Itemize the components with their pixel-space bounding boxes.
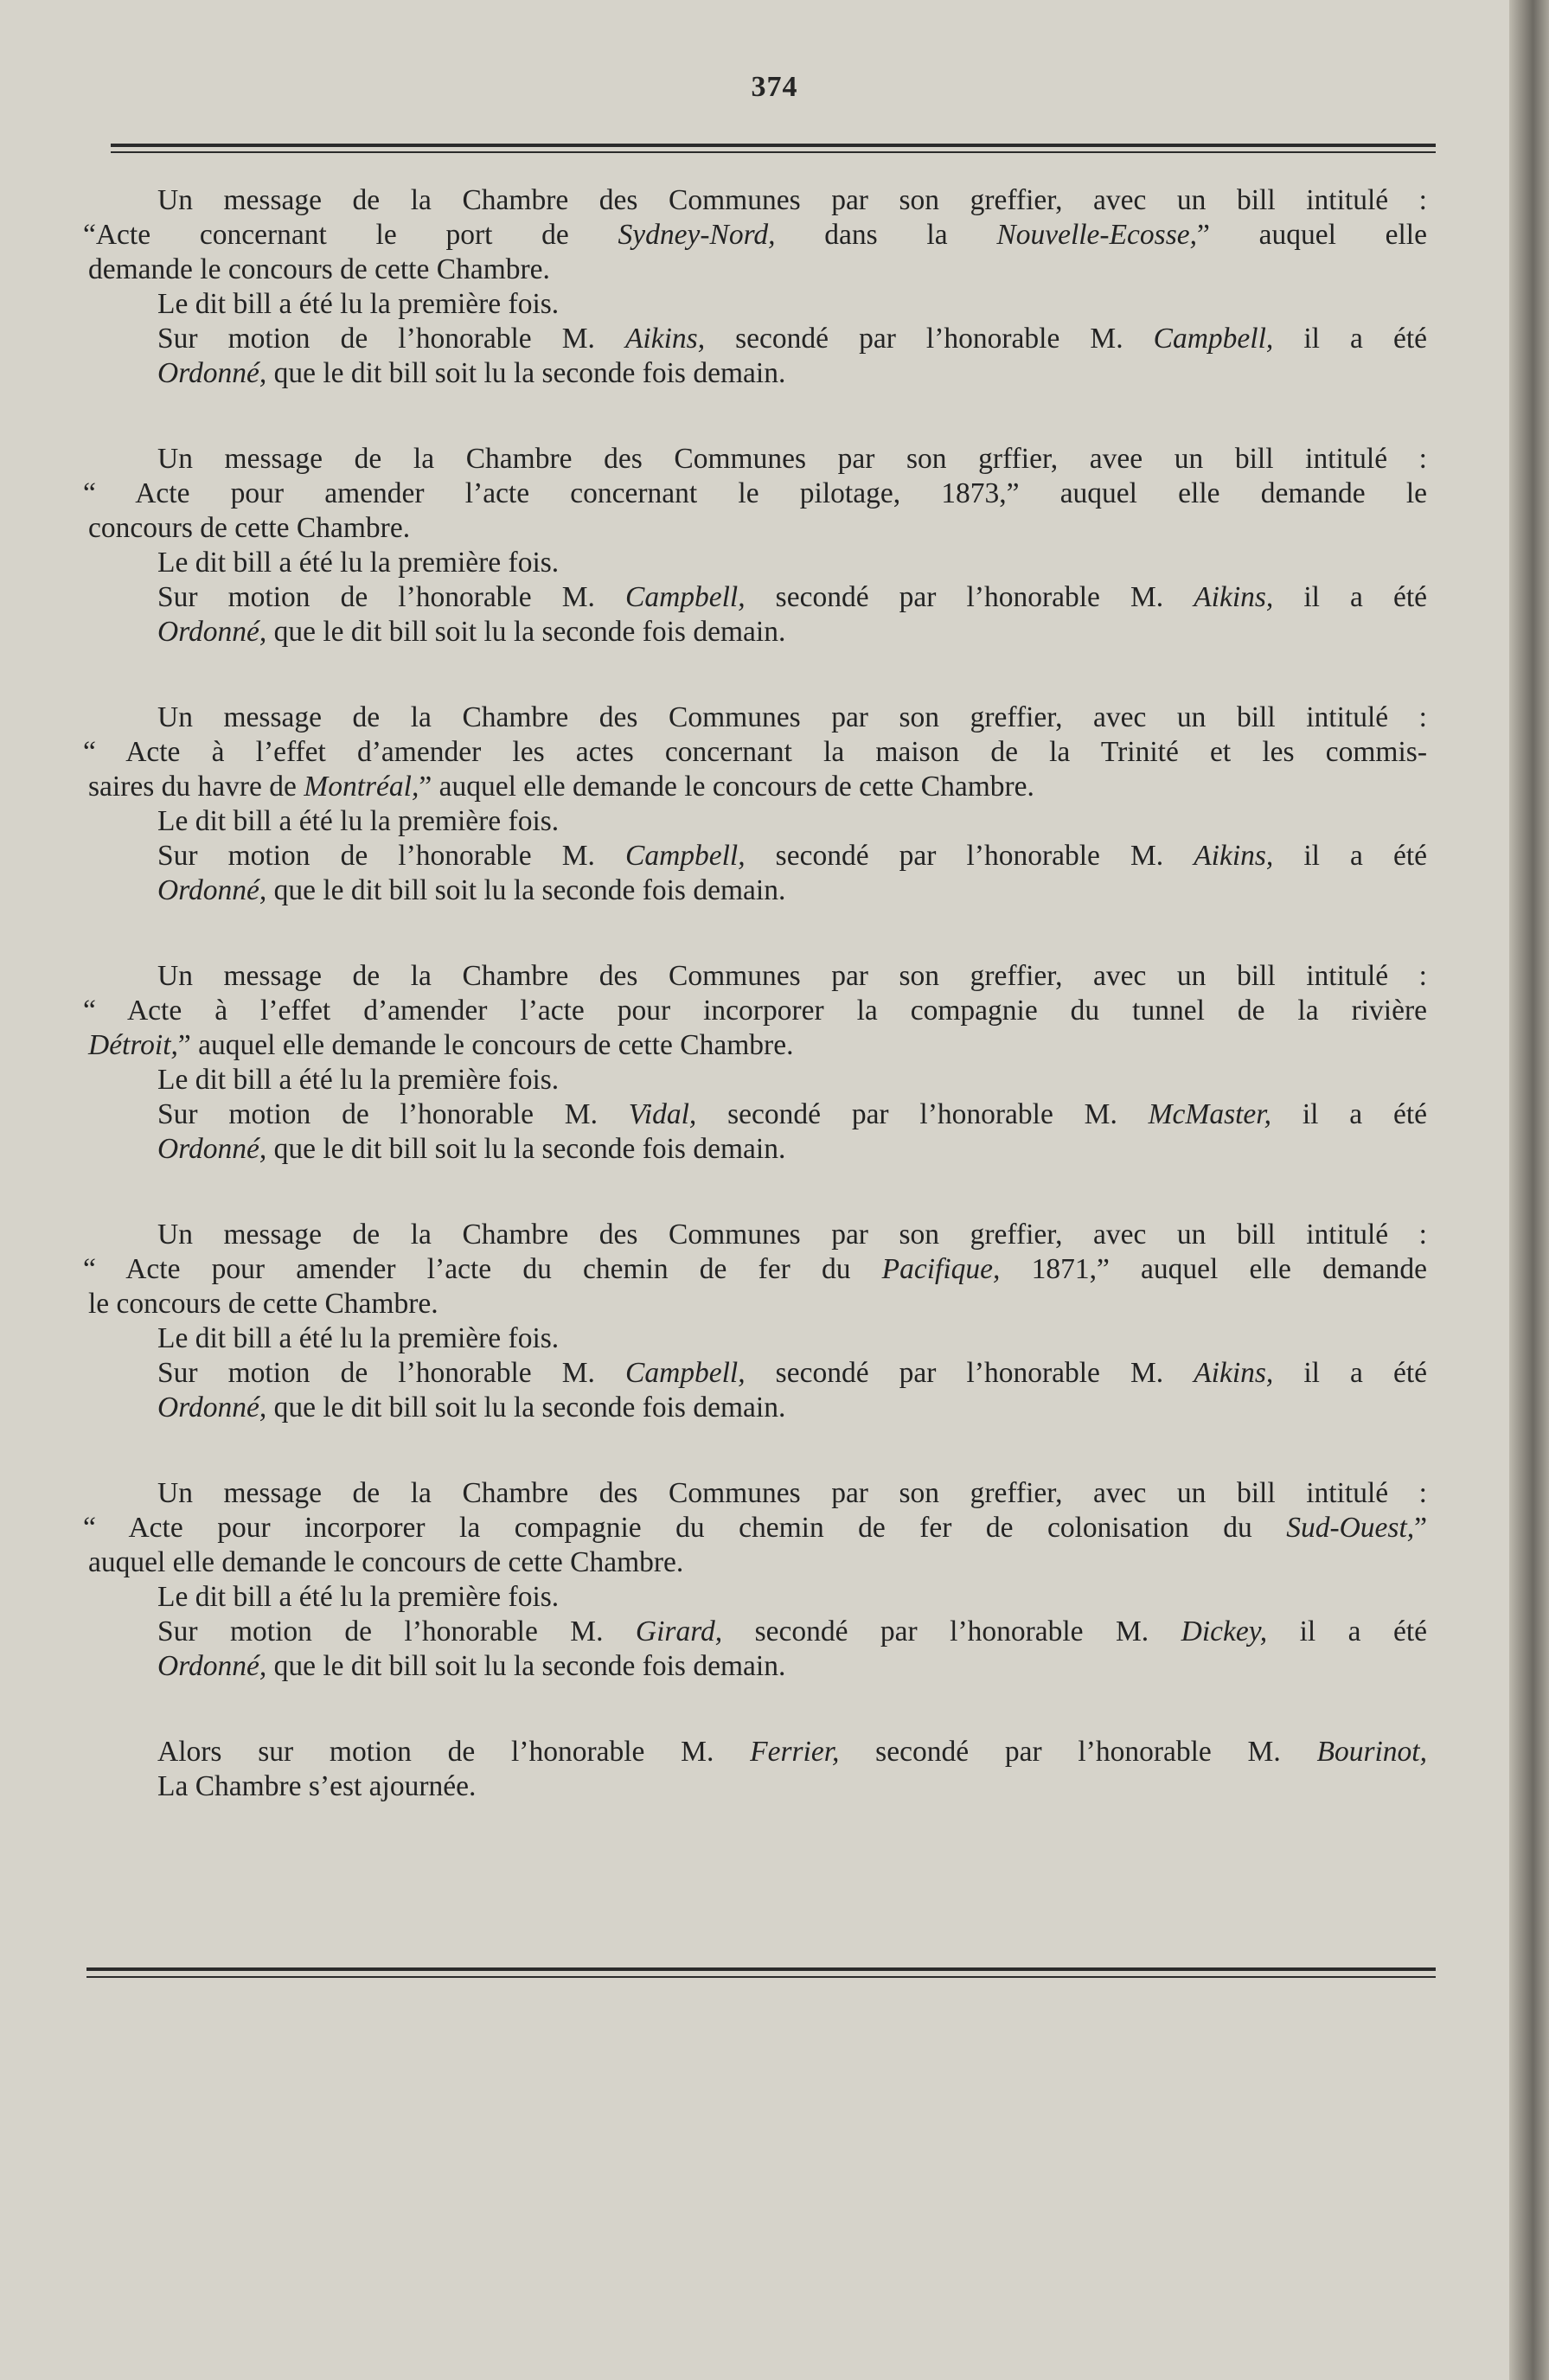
entry-line	[88, 1287, 1427, 1321]
italic-name: Sud-Ouest,	[1286, 1512, 1415, 1544]
italic-name: Ordonné,	[157, 1650, 267, 1682]
text-run: secondé par l’honorable M.	[745, 840, 1194, 872]
entry-line	[88, 580, 1427, 615]
italic-name: Campbell,	[624, 1357, 746, 1389]
italic-name: Ordonné,	[157, 1133, 267, 1165]
text-run: il a été	[1273, 323, 1428, 355]
entry-line	[88, 1097, 1427, 1132]
text-run: “ Acte pour amender l’acte du chemin de fer du	[83, 1253, 882, 1285]
text-run: Sur motion de l’honorable M.	[157, 323, 625, 355]
text-run: il a été	[1271, 1098, 1428, 1130]
text-run: secondé par l’honorable M.	[745, 581, 1194, 613]
entry-line	[88, 839, 1427, 873]
entry-line	[88, 770, 1427, 804]
entry-line	[88, 287, 1427, 322]
entry-line	[88, 873, 1427, 908]
text-run: Le dit bill a été lu la première fois.	[157, 805, 560, 837]
bill-message-entry	[83, 959, 1428, 1167]
italic-name: Vidal,	[628, 1098, 697, 1130]
entry-line	[88, 1391, 1427, 1425]
text-run: que le dit bill soit lu la seconde fois demain.	[266, 357, 786, 389]
text-run: “ Acte à l’effet d’amender les actes concernant la maison de la Trinité et les commis-	[83, 736, 1427, 768]
entry-line	[88, 1649, 1427, 1684]
entry-line	[88, 1580, 1427, 1615]
entry-line	[88, 1615, 1427, 1649]
text-run: que le dit bill soit lu la seconde fois demain.	[266, 1392, 786, 1424]
footer-rule-thick	[86, 1967, 1436, 1971]
text-run: ” auquel elle	[1196, 219, 1427, 251]
entry-line	[88, 1321, 1427, 1356]
text-run: Le dit bill a été lu la première fois.	[157, 1322, 560, 1354]
text-run: secondé par l’honorable M.	[705, 323, 1154, 355]
italic-name: Pacifique,	[881, 1253, 1001, 1285]
entry-line	[88, 1028, 1427, 1063]
bill-message-entry	[83, 442, 1428, 649]
italic-name: Bourinot,	[1316, 1736, 1427, 1768]
text-run: dans la	[775, 219, 997, 251]
text-run: il a été	[1273, 840, 1428, 872]
entry-line	[83, 1511, 1427, 1545]
italic-name: Campbell,	[1153, 323, 1274, 355]
text-run: il a été	[1273, 581, 1428, 613]
entry-line	[88, 701, 1427, 735]
text-run: Un message de la Chambre des Communes par son greffier, avec un bill intitulé :	[157, 701, 1427, 733]
text-run: ” auquel elle demande le concours de cette Chambre.	[177, 1029, 794, 1061]
entry-line	[88, 1735, 1427, 1769]
text-run: que le dit bill soit lu la seconde fois demain.	[266, 616, 786, 648]
entry-line	[88, 1132, 1427, 1167]
entry-line	[83, 218, 1427, 253]
text-run: “Acte concernant le port de	[83, 219, 618, 251]
text-run: que le dit bill soit lu la seconde fois demain.	[266, 1133, 786, 1165]
text-run: Sur motion de l’honorable M.	[157, 1098, 629, 1130]
text-run: concours de cette Chambre.	[88, 512, 411, 544]
text-run: ”	[1414, 1512, 1427, 1544]
italic-name: Aikins,	[1194, 1357, 1274, 1389]
bill-message-entry	[83, 701, 1428, 908]
text-run: Un message de la Chambre des Communes par son grffier, avee un bill intitulé :	[157, 443, 1427, 475]
adjournment-entry	[88, 1735, 1427, 1804]
text-run: “ Acte à l’effet d’amender l’acte pour incorporer la compagnie du tunnel de la rivière	[83, 995, 1427, 1027]
italic-name: Ferrier,	[750, 1736, 840, 1768]
text-run: auquel elle demande le concours de cette Chambre.	[88, 1546, 684, 1578]
entry-line	[88, 442, 1427, 477]
book-binding-edge	[1509, 0, 1549, 2380]
italic-name: Ordonné,	[157, 874, 267, 906]
text-run: il a été	[1267, 1615, 1428, 1647]
entry-line	[88, 1476, 1427, 1511]
italic-name: Nouvelle-Ecosse,	[996, 219, 1197, 251]
header-rule-thin	[111, 151, 1436, 153]
italic-name: Ordonné,	[157, 616, 267, 648]
page-number: 374	[751, 71, 798, 103]
text-run: “ Acte pour incorporer la compagnie du chemin de fer de colonisation du	[83, 1512, 1287, 1544]
bill-message-entry	[83, 183, 1428, 391]
text-run: “ Acte pour amender l’acte concernant le pilotage, 1873,” auquel elle demande le	[83, 477, 1427, 509]
italic-name: Montréal,	[304, 771, 419, 803]
entry-line	[83, 477, 1427, 511]
text-run: Sur motion de l’honorable M.	[157, 1615, 636, 1647]
italic-name: Campbell,	[624, 581, 746, 613]
entry-line	[88, 322, 1427, 356]
italic-name: Ordonné,	[157, 1392, 267, 1424]
italic-name: Détroit,	[88, 1029, 178, 1061]
text-run: secondé par l’honorable M.	[722, 1615, 1181, 1647]
text-run: Un message de la Chambre des Communes par son greffier, avec un bill intitulé :	[157, 960, 1427, 992]
text-run: Le dit bill a été lu la première fois.	[157, 1581, 560, 1613]
text-run: Sur motion de l’honorable M.	[157, 1357, 625, 1389]
text-run: Un message de la Chambre des Communes par son greffier, avec un bill intitulé :	[157, 1477, 1427, 1509]
entry-line	[88, 546, 1427, 580]
text-run: Sur motion de l’honorable M.	[157, 840, 625, 872]
text-run: que le dit bill soit lu la seconde fois demain.	[266, 1650, 786, 1682]
text-run: Le dit bill a été lu la première fois.	[157, 547, 560, 579]
text-run: secondé par l’honorable M.	[696, 1098, 1149, 1130]
entry-line	[88, 356, 1427, 391]
italic-name: Girard,	[635, 1615, 723, 1647]
entry-line	[88, 615, 1427, 649]
entry-line	[88, 183, 1427, 218]
italic-name: McMaster,	[1148, 1098, 1271, 1130]
text-run: Sur motion de l’honorable M.	[157, 581, 625, 613]
italic-name: Aikins,	[1194, 840, 1274, 872]
entry-line	[88, 1545, 1427, 1580]
italic-name: Campbell,	[624, 840, 746, 872]
text-run: Le dit bill a été lu la première fois.	[157, 288, 560, 320]
text-run: Un message de la Chambre des Communes par son greffier, avec un bill intitulé :	[157, 1219, 1427, 1251]
entry-line	[88, 1769, 1427, 1804]
entry-line	[83, 1252, 1427, 1287]
entry-line	[88, 1356, 1427, 1391]
entry-line	[88, 511, 1427, 546]
entry-line	[88, 253, 1427, 287]
journal-entries	[83, 183, 1428, 1855]
text-run: il a été	[1273, 1357, 1428, 1389]
text-run: saires du havre de	[88, 771, 304, 803]
text-run: demande le concours de cette Chambre.	[88, 253, 550, 285]
italic-name: Aikins,	[624, 323, 706, 355]
text-run: secondé par l’honorable M.	[839, 1736, 1317, 1768]
bill-message-entry	[83, 1476, 1428, 1684]
entry-line	[88, 959, 1427, 994]
text-run: La Chambre s’est ajournée.	[157, 1770, 477, 1802]
italic-name: Ordonné,	[157, 357, 267, 389]
text-run: que le dit bill soit lu la seconde fois demain.	[266, 874, 786, 906]
text-run: Un message de la Chambre des Communes par son greffier, avec un bill intitulé :	[157, 184, 1427, 216]
entry-line	[83, 735, 1427, 770]
text-run: le concours de cette Chambre.	[88, 1288, 438, 1320]
text-run: ” auquel elle demande le concours de cette Chambre.	[419, 771, 1034, 803]
text-run: Le dit bill a été lu la première fois.	[157, 1064, 560, 1096]
italic-name: Dickey,	[1181, 1615, 1268, 1647]
entry-line	[88, 1063, 1427, 1097]
italic-name: Sydney-Nord,	[618, 219, 776, 251]
text-run: 1871,” auquel elle demande	[1000, 1253, 1427, 1285]
bill-message-entry	[83, 1218, 1428, 1425]
text-run: Alors sur motion de l’honorable M.	[157, 1736, 751, 1768]
entry-line	[88, 804, 1427, 839]
header-rule-thick	[111, 144, 1436, 147]
text-run: secondé par l’honorable M.	[745, 1357, 1194, 1389]
footer-rule-thin	[86, 1976, 1436, 1978]
italic-name: Aikins,	[1194, 581, 1274, 613]
entry-line	[88, 1218, 1427, 1252]
entry-line	[83, 994, 1427, 1028]
